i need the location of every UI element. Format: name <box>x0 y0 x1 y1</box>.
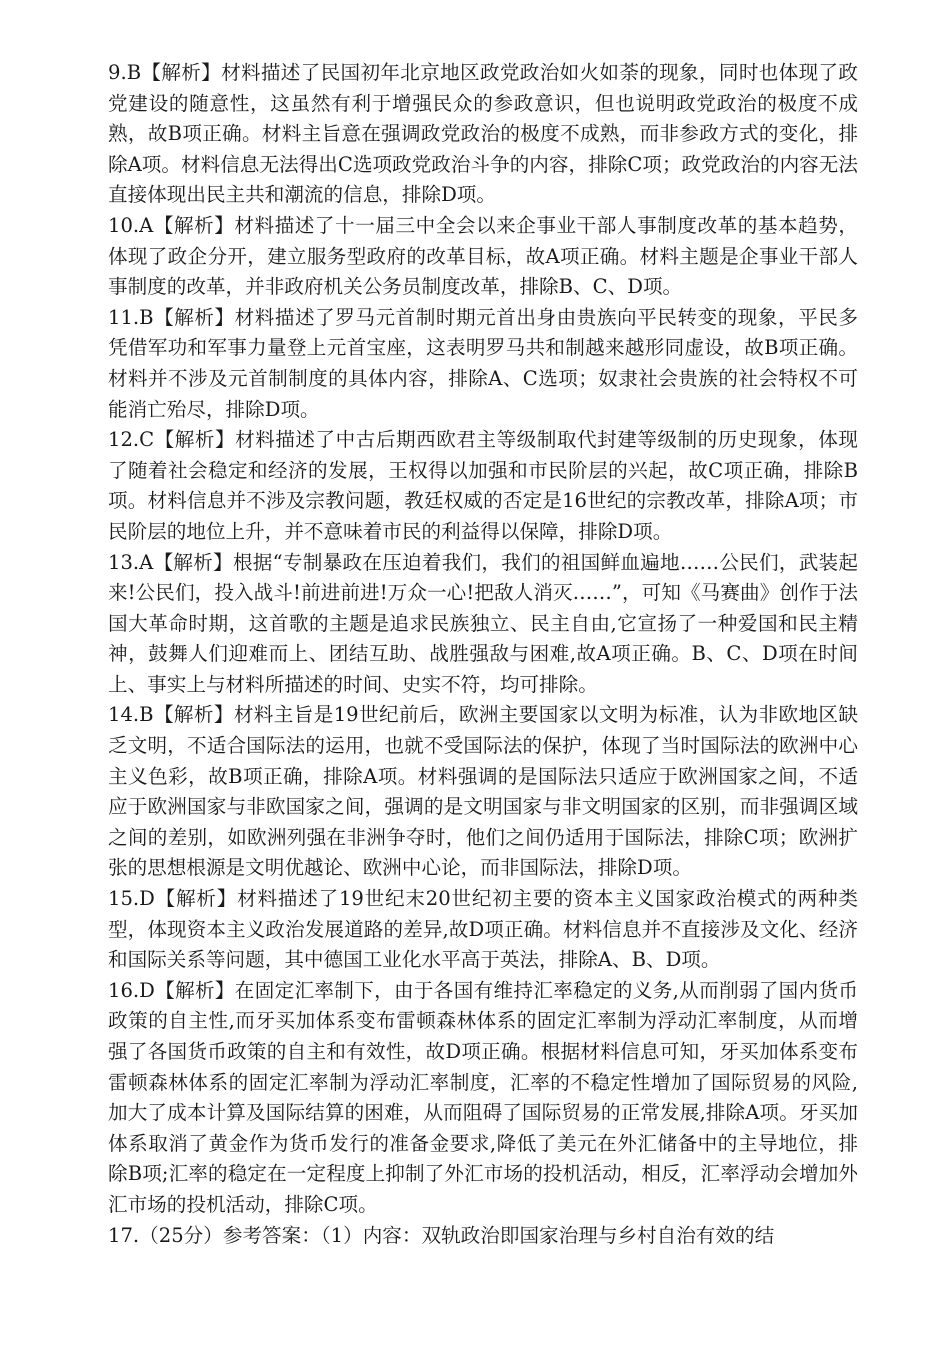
answer-10: 10.A【解析】材料描述了十一届三中全会以来企事业干部人事制度改革的基本趋势，体现了政企分开，建立服务型政府的改革目标，故A项正确。材料主题是企事业干部人事制度的改革，并非政府机关公务员制度改革，排除B、C、D项。 <box>108 213 858 299</box>
answer-page <box>108 58 858 1251</box>
answer-17: 17.（25分）参考答案：（1）内容：双轨政治即国家治理与乡村自治有效的结 <box>108 1223 775 1247</box>
answer-13: 13.A【解析】根据“专制暴政在压迫着我们，我们的祖国鲜血遍地……公民们，武装起来!公民们，投入战斗!前进前进!万众一心!把敌人消灭……”，可知《马赛曲》创作于法国大革命时期，这首歌的主题是追求民族独立、民主自由,它宣扬了一种爱国和民主精神，鼓舞人们迎难而上、团结互助、战胜强敌与困难,故A项正确。B、C、D项在时间上、事实上与材料所描述的时间、史实不符，均可排除。 <box>108 550 858 696</box>
answer-12: 12.C【解析】材料描述了中古后期西欧君主等级制取代封建等级制的历史现象，体现了随着社会稳定和经济的发展，王权得以加强和市民阶层的兴起，故C项正确，排除B项。材料信息并不涉及宗教问题，教廷权威的否定是16世纪的宗教改革，排除A项；市民阶层的地位上升，并不意味着市民的利益得以保障，排除D项。 <box>108 428 858 543</box>
answer-16: 16.D【解析】在固定汇率制下，由于各国有维持汇率稳定的义务,从而削弱了国内货币政策的自主性,而牙买加体系变布雷顿森林体系的固定汇率制为浮动汇率制度，从而增强了各国货币政策的自主和有效性，故D项正确。根据材料信息可知，牙买加体系变布雷顿森林体系的固定汇率制为浮动汇率制度，汇率的不稳定性增加了国际贸易的风险,加大了成本计算及国际结算的困难，从而阻碍了国际贸易的正常发展,排除A项。牙买加体系取消了黄金作为货币发行的准备金要求,降低了美元在外汇储备中的主导地位，排除B项;汇率的稳定在一定程度上抑制了外汇市场的投机活动，相反，汇率浮动会增加外汇市场的投机活动，排除C项。 <box>108 978 858 1216</box>
answer-14: 14.B【解析】材料主旨是19世纪前后，欧洲主要国家以文明为标准，认为非欧地区缺乏文明，不适合国际法的运用，也就不受国际法的保护，体现了当时国际法的欧洲中心主义色彩，故B项正确，排除A项。材料强调的是国际法只适应于欧洲国家之间，不适应于欧洲国家与非欧国家之间，强调的是文明国家与非文明国家的区别，而非强调区域之间的差别，如欧洲列强在非洲争夺时，他们之间仍适用于国际法，排除C项；欧洲扩张的思想根源是文明优越论、欧洲中心论，而非国际法，排除D项。 <box>108 703 858 880</box>
answer-15: 15.D【解析】材料描述了19世纪末20世纪初主要的资本主义国家政治模式的两种类型，体现资本主义政治发展道路的差异,故D项正确。材料信息并不直接涉及文化、经济和国际关系等问题，其中德国工业化水平高于英法，排除A、B、D项。 <box>108 887 858 972</box>
answer-11: 11.B【解析】材料描述了罗马元首制时期元首出身由贵族向平民转变的现象，平民多凭借军功和军事力量登上元首宝座，这表明罗马共和制越来越形同虚设，故B项正确。材料并不涉及元首制制度的具体内容，排除A、C选项；奴隶社会贵族的社会特权不可能消亡殆尽，排除D项。 <box>108 305 858 421</box>
answer-9: 9.B【解析】材料描述了民国初年北京地区政党政治如火如荼的现象，同时也体现了政党建设的随意性，这虽然有利于增强民众的参政意识，但也说明政党政治的极度不成熟，故B项正确。材料主旨意在强调政党政治的极度不成熟，而非参政方式的变化，排除A项。材料信息无法得出C选项政党政治斗争的内容，排除C项；政党政治的内容无法直接体现出民主共和潮流的信息，排除D项。 <box>108 61 858 207</box>
